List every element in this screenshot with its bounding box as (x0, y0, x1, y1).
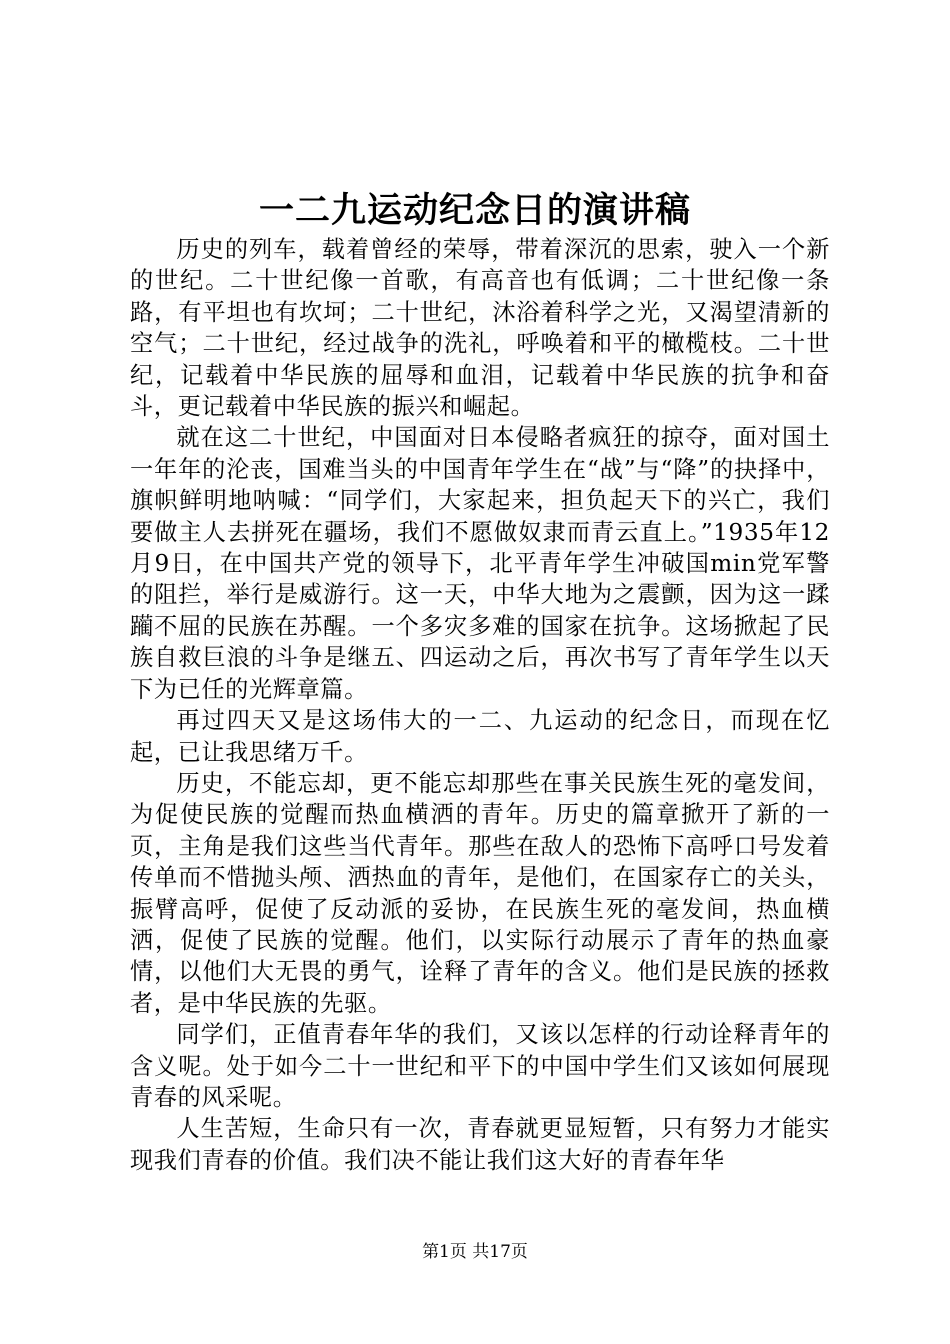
page-number-footer: 第1页 共17页 (422, 1242, 528, 1262)
document-body (130, 234, 830, 1176)
paragraph-1: 历史的列车，载着曾经的荣辱，带着深沉的思索，驶入一个新的世纪。二十世纪像一首歌，有高音也有低调；二十世纪像一条路，有平坦也有坎坷；二十世纪，沐浴着科学之光，又渴望清新的空气；二十世纪，经过战争的洗礼，呼唤着和平的橄榄枝。二十世纪，记载着中华民族的屈辱和血泪，记载着中华民族的抗争和奋斗，更记载着中华民族的振兴和崛起。 (130, 236, 830, 421)
document-title: 一二九运动纪念日的演讲稿 (258, 190, 691, 231)
paragraph-4: 历史，不能忘却，更不能忘却那些在事关民族生死的毫发间，为促使民族的觉醒而热血横洒的青年。历史的篇章掀开了新的一页，主角是我们这些当代青年。那些在敌人的恐怖下高呼口号发着传单而不惜抛头颅、洒热血的青年，是他们，在国家存亡的关头，振臂高呼，促使了反动派的妥协，在民族生死的毫发间，热血横洒，促使了民族的觉醒。他们，以实际行动展示了青年的热血豪情，以他们大无畏的勇气，诠释了青年的含义。他们是民族的拯救者，是中华民族的先驱。 (130, 769, 830, 1017)
paragraph-6: 人生苦短，生命只有一次，青春就更显短暂，只有努力才能实现我们青春的价值。我们决不能让我们这大好的青春年华 (130, 1115, 830, 1174)
paragraph-3: 再过四天又是这场伟大的一二、九运动的纪念日，而现在忆起，已让我思绪万千。 (130, 707, 830, 766)
paragraph-2: 就在这二十世纪，中国面对日本侵略者疯狂的掠夺，面对国土一年年的沦丧，国难当头的中国青年学生在“战”与“降”的抉择中，旗帜鲜明地呐喊：“同学们，大家起来，担负起天下的兴亡，我们要做主人去拼死在疆场，我们不愿做奴隶而青云直上。”1935年12月9日，在中国共产党的领导下，北平青年学生冲破国min党军警的阻拦，举行是威游行。这一天，中华大地为之震颤，因为这一蹂躏不屈的民族在苏醒。一个多灾多难的国家在抗争。这场掀起了民族自救巨浪的斗争是继五、四运动之后，再次书写了青年学生以天下为已任的光辉章篇。 (130, 424, 830, 703)
paragraph-5: 同学们，正值青春年华的我们，又该以怎样的行动诠释青年的含义呢。处于如今二十一世纪和平下的中国中学生们又该如何展现青春的风采呢。 (130, 1021, 830, 1111)
